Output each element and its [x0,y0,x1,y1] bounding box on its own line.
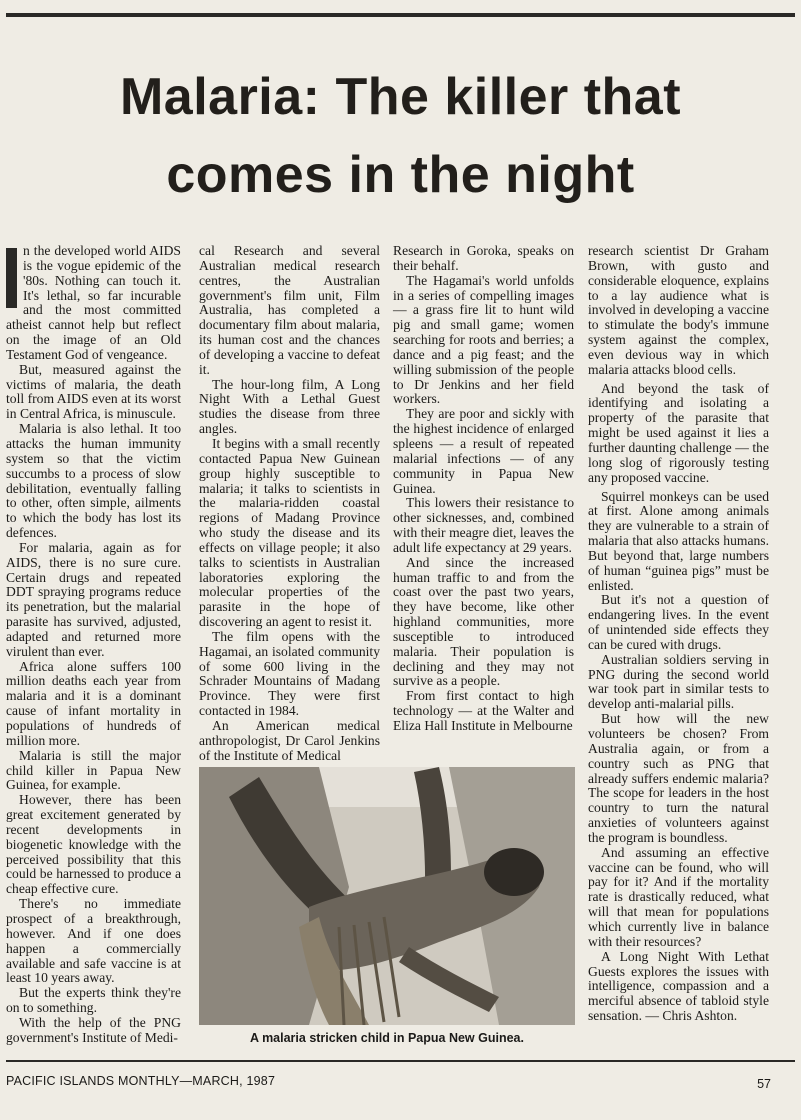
paragraph: But it's not a question of endangering lives. In the event of unintended side effects they can be cured with drugs. [588,592,769,652]
paragraph: n the developed world AIDS is the vogue epidemic of the '80s. Nothing can touch it. It's lethal, so far incurable and the most committed atheist cannot help but reflect on the image of an Old Testament God of vengeance. [6,243,181,362]
article-photo [199,767,575,1025]
paragraph: A Long Night With Lethat Guests explores the issues with intelligence, compassion and a merciful absence of tabloid style sensation. — Chris Ashton. [588,948,769,1024]
photo-illustration [199,767,575,1025]
paragraph: There's no immediate prospect of a breakthrough, however. And if one does happen a commercially available and safe vaccine is at least 10 years away. [6,896,181,986]
paragraph: An American medical anthropologist, Dr Carol Jenkins of the Institute of Medical [199,718,380,763]
paragraph: It begins with a small recently contacted Papua New Guinean group highly susceptible to malaria; it talks to scientists in the malaria-ridden coastal regions of Madang Province who study the disease and its effects on village people; it also talks to scientists in Australian laboratories exploring the molecular properties of the parasite in the hope of discovering an agent to resist it. [199,435,380,630]
column-4 [588,244,769,1024]
photo-caption: A malaria stricken child in Papua New Guinea. [250,1031,524,1045]
paragraph: And beyond the task of identifying and isolating a property of the parasite that might be used against it lies a further daunting challenge — the long slog of rigorously testing any proposed vaccine. [588,380,769,485]
drop-cap [6,248,17,308]
paragraph: From first contact to high technology — at the Walter and Eliza Hall Institute in Melbourne [393,688,574,733]
paragraph: But the experts think they're on to something. [6,985,181,1016]
bottom-rule [6,1060,795,1062]
column-3 [393,244,574,734]
column-1 [6,244,181,1046]
paragraph: Malaria is still the major child killer in Papua New Guinea, for example. [6,747,181,793]
paragraph: Malaria is also lethal. It too attacks the human immunity system so that the victim succumbs to a process of slow debilitation, eventually falling to other, often simple, ailments to which the body has lost its defences. [6,421,181,541]
paragraph: research scientist Dr Graham Brown, with gusto and considerable eloquence, explains to a lay audience what is involved in developing a vaccine to stimulate the body's immune system against the complex, even devious way in which malaria attacks blood cells. [588,243,769,377]
footer-publication: PACIFIC ISLANDS MONTHLY—MARCH, 1987 [6,1074,276,1088]
paragraph: But how will the new volunteers be chosen? From Australia again, or from a country such as PNG that already suffers endemic malaria? The scope for leaders in the host country to turn the natural anxieties of volunteers against the program is boundless. [588,711,769,845]
paragraph: The Hagamai's world unfolds in a series of compelling images — a grass fire lit to hunt wild pig and small game; women searching for roots and berries; a dance and a pig feast; and the willing submission of the people to Dr Jenkins and her field workers. [393,272,574,407]
paragraph: However, there has been great excitement generated by recent developments in biogenetic knowledge with the perceived possibility that this could be harnessed to produce a cheap effective cure. [6,792,181,897]
paragraph: This lowers their resistance to other sicknesses, and, combined with their meagre diet, leaves the adult life expectancy at 29 years. [393,495,574,555]
page-number: 57 [757,1077,771,1091]
headline [0,58,801,214]
top-rule [6,13,795,17]
paragraph: And since the increased human traffic to and from the coast over the past two years, they have become, like other highland communities, more susceptible to introduced malaria. Their population is declining and they may not survive as a people. [393,554,574,689]
paragraph: And assuming an effective vaccine can be found, who will pay for it? And if the mortality rate is drastically reduced, what will that mean for populations which currently live in balance with their resources? [588,844,769,949]
paragraph: They are poor and sickly with the highest incidence of enlarged spleens — a result of repeated malarial infections — of any community in Papua New Guinea. [393,406,574,496]
paragraph: Australian soldiers serving in PNG during the second world war took part in similar tests to develop anti-malarial pills. [588,651,769,712]
column-2 [199,244,380,764]
headline-line-1: Malaria: The killer that [119,68,682,126]
headline-line-2: comes in the night [166,146,635,204]
paragraph: With the help of the PNG government's Institute of Medi- [6,1014,181,1045]
paragraph: For malaria, again as for AIDS, there is no sure cure. Certain drugs and repeated DDT spraying programs reduce its penetration, but the malarial parasite has survived, adjusted, adapted and returned more virulent than ever. [6,539,181,659]
paragraph: The film opens with the Hagamai, an isolated community of some 600 living in the Schrader Mountains of Madang Province. They were first contacted in 1984. [199,628,380,719]
paragraph: Research in Goroka, speaks on their behalf. [393,243,574,273]
paragraph: cal Research and several Australian medical research centres, the Australian government's film unit, Film Australia, has completed a documentary film about malaria, its human cost and the chances of developing a vaccine to defeat it. [199,243,380,377]
paragraph: Africa alone suffers 100 million deaths each year from malaria and it is a dominant cause of infant mortality in populations of hundreds of million more. [6,658,181,748]
paragraph: The hour-long film, A Long Night With a Lethal Guest studies the disease from three angles. [199,376,380,437]
paragraph: Squirrel monkeys can be used at first. Alone among animals they are vulnerable to a strain of malaria that also attacks humans. But beyond that, large numbers of human “guinea pigs” must be enlisted. [588,488,769,593]
paragraph: But, measured against the victims of malaria, the death toll from AIDS even at its worst in Central Africa, is minuscule. [6,361,181,422]
